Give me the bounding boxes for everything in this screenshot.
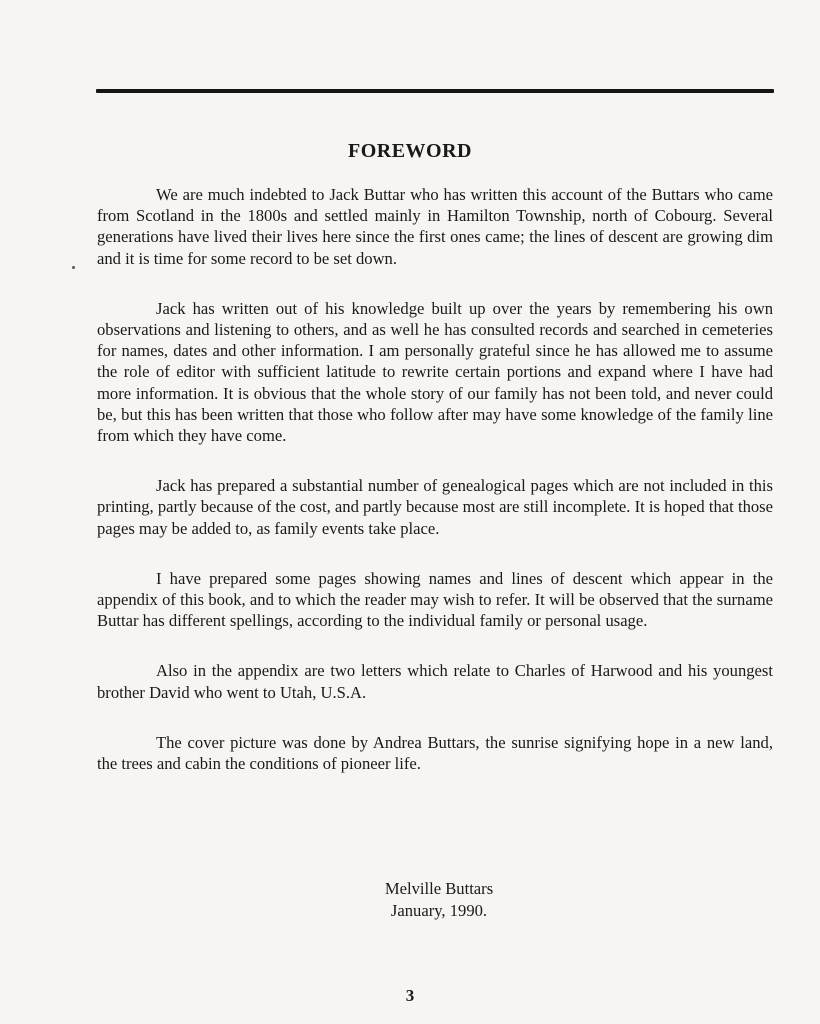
- paragraph: The cover picture was done by Andrea Buttars, the sunrise signifying hope in a new land, the trees and cabin the conditions of pioneer life.: [97, 732, 773, 774]
- paragraph: Jack has written out of his knowledge built up over the years by remembering his own observations and listening to others, and as well he has consulted records and searched in cemeteries for names, dates and other information. I am personally grateful since he has allowed me to assume the role of editor with sufficient latitude to rewrite certain portions and expand where I have had more information. It is obvious that the whole story of our family has not been told, and never could be, but this has been written that those who follow after may have some knowledge of the family line from which they have come.: [97, 298, 773, 446]
- page-title: FOREWORD: [348, 140, 472, 162]
- paragraph: We are much indebted to Jack Buttar who has written this account of the Buttars who came from Scotland in the 1800s and settled mainly in Hamilton Township, north of Cobourg. Several generations have lived their lives here since the first ones came; the lines of descent are growing dim and it is time for some record to be set down.: [97, 185, 773, 268]
- signature-name: Melville Buttars: [384, 879, 494, 898]
- paragraph: Also in the appendix are two letters which relate to Charles of Harwood and his youngest brother David who went to Utah, U.S.A.: [97, 661, 773, 702]
- foreword-body: [97, 184, 773, 803]
- paragraph: I have prepared some pages showing names and lines of descent which appear in the appendix of this book, and to which the reader may wish to refer. It will be observed that the surname Buttar has different spellings, according to the individual family or personal usage.: [97, 568, 773, 631]
- top-rule: [96, 89, 774, 93]
- page-speck: [72, 266, 75, 269]
- paragraph: Jack has prepared a substantial number of genealogical pages which are not included in this printing, partly because of the cost, and partly because most are still incomplete. It is hoped that those pages may be added to, as family events take place.: [97, 476, 773, 538]
- page-number: 3: [405, 986, 415, 1005]
- signature-block: [0, 878, 820, 922]
- signature-date: January, 1990.: [390, 901, 488, 920]
